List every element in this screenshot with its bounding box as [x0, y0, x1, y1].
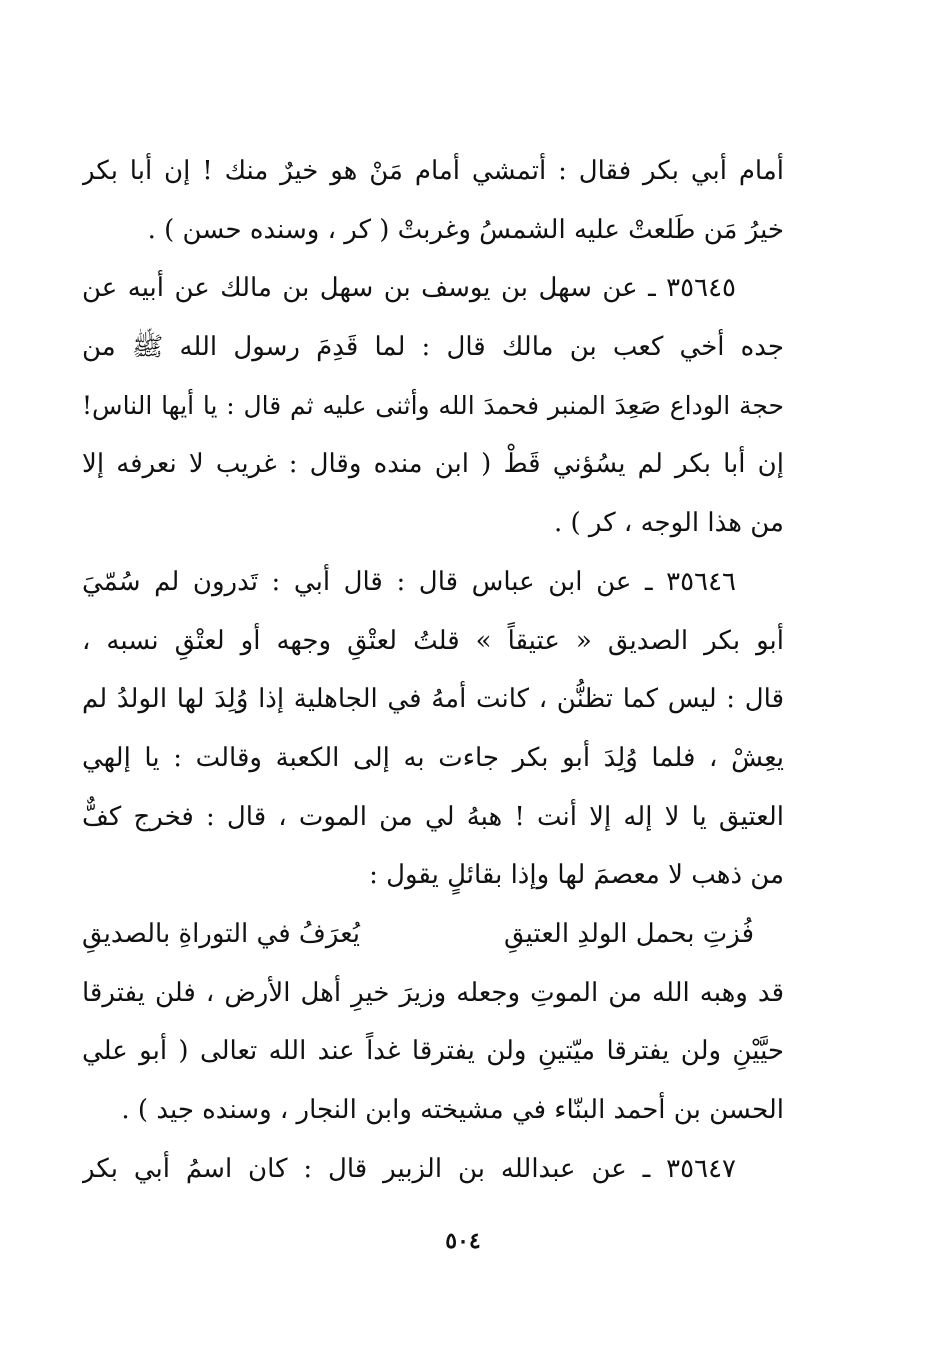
text-line-10: قال : ليس كما تظنُّن ، كانت أمهُ في الجاهلية إذا وُلِدَ لها الولدُ لم	[82, 684, 784, 715]
poem-verse	[82, 905, 784, 964]
text-line-13: من ذهب لا معصمَ لها وإذا بقائلٍ يقول :	[369, 860, 784, 891]
text-line-12: العتيق يا لا إله إلا أنت ! هبهُ لي من الموت ، قال : فخرج كفٌّ	[82, 801, 784, 832]
verse-first-hemistich: فُزتِ بحمل الولدِ العتيقِ	[504, 918, 754, 949]
text-line-15: قد وهبه الله من الموتِ وجعله وزيرَ خيرِ أهل الأرض ، فلن يفترقا	[82, 977, 784, 1008]
text-line-2: خيرُ مَن طَلعتْ عليه الشمسُ وغربتْ ( كر ، وسنده حسن ) .	[147, 214, 784, 245]
text-line-6: إن أبا بكر لم يسُؤني قَطْ ( ابن منده وقال : غريب لا نعرفه إلا	[82, 449, 784, 480]
text-line-9: أبو بكر الصديق « عتيقاً » قلتُ لعتْقِ وجهه أو لعتْقِ نسبه ،	[82, 625, 784, 656]
text-line-11: يعِشْ ، فلما وُلِدَ أبو بكر جاءت به إلى الكعبة وقالت : يا إلهي	[82, 742, 784, 773]
text-line-17: الحسن بن أحمد البنّاء في مشيخته وابن النجار ، وسنده جيد ) .	[121, 1095, 784, 1125]
text-line-4: جده أخي كعب بن مالك قال : لما قَدِمَ رسول الله ﷺ من	[82, 332, 784, 363]
page-body	[82, 142, 784, 1198]
text-line-5: حجة الوداع صَعِدَ المنبر فحمدَ الله وأثنى عليه ثم قال : يا أيها الناس!	[82, 390, 784, 420]
text-line-1: أمام أبي بكر فقال : أتمشي أمام مَنْ هو خيرٌ منك ! إن أبا بكر	[82, 156, 784, 186]
text-line-16: حيَّيْنِ ولن يفترقا ميّتينِ ولن يفترقا غداً عند الله تعالى ( أبو علي	[82, 1036, 784, 1067]
text-line-7: من هذا الوجه ، كر ) .	[553, 508, 784, 539]
verse-second-hemistich: يُعرَفُ في التوراةِ بالصديقِ	[82, 918, 360, 949]
hadith-35646-start: ٣٥٦٤٦ ـ عن ابن عباس قال : قال أبي : تَدرون لم سُمّيَ	[82, 566, 736, 597]
page-number: ٥٠٤	[445, 1228, 481, 1254]
hadith-35645-start: ٣٥٦٤٥ ـ عن سهل بن يوسف بن سهل بن مالك عن أبيه عن	[82, 273, 736, 304]
hadith-35647-start: ٣٥٦٤٧ ـ عن عبدالله بن الزبير قال : كان اسمُ أبي بكر	[82, 1153, 736, 1184]
